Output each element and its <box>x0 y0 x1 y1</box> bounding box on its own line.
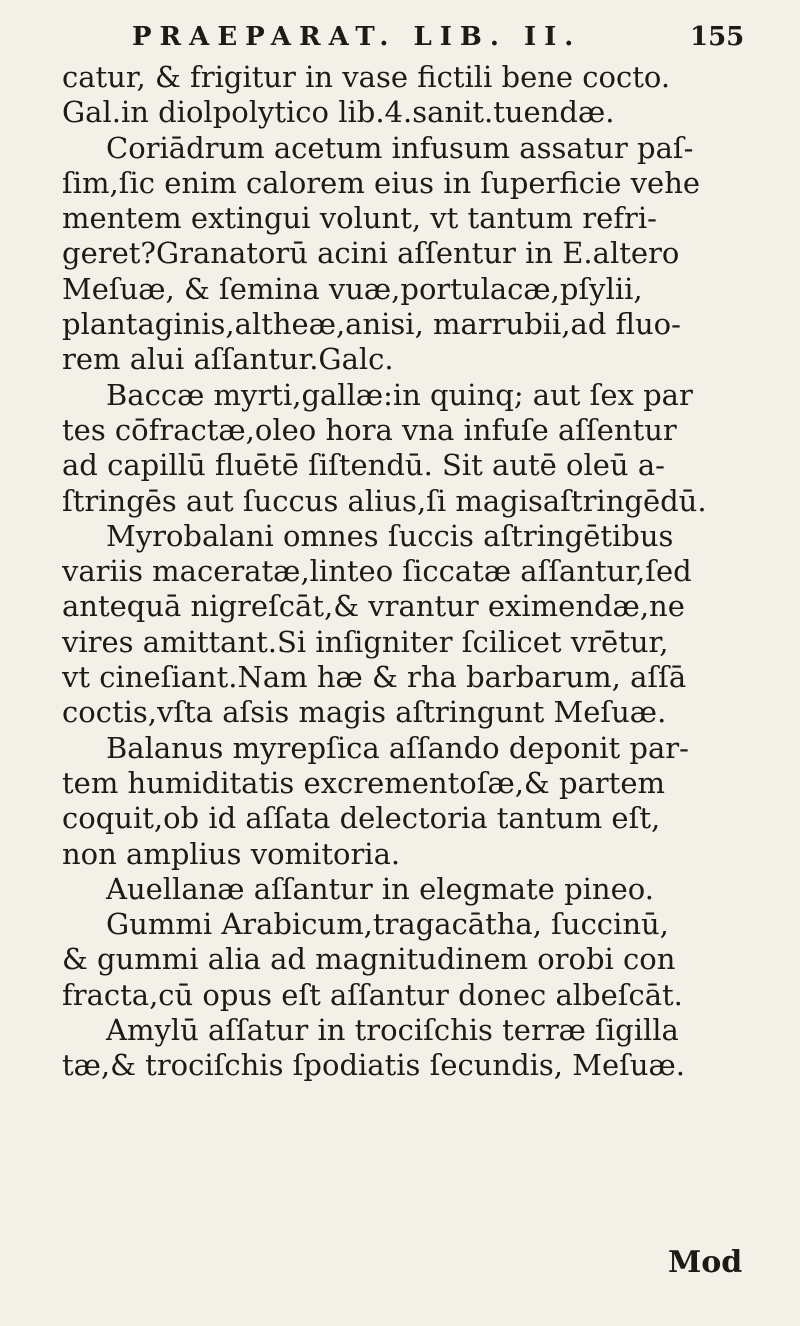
text-line: vires amittant.Si inſigniter ſcilicet vrētur, <box>62 624 669 659</box>
text-line: Auellanæ aſſantur in elegmate pineo. <box>106 871 654 906</box>
text-line: geret?Granatorū acini aſſentur in E.altero <box>62 236 680 271</box>
text-line: Gummi Arabicum,tragacātha, ſuccinū, <box>106 907 669 942</box>
text-line: Gal.in diolpolytico lib.4.sanit.tuendæ. <box>62 95 615 130</box>
running-title: PRAEPARAT. LIB. II. <box>132 22 582 52</box>
page-number: 155 <box>690 22 745 52</box>
text-line: non amplius vomitoria. <box>62 836 401 871</box>
text-line: tem humiditatis excrementoſæ,& partem <box>62 765 665 800</box>
text-line: fracta,cū opus eſt aſſantur donec albeſcāt. <box>62 977 683 1012</box>
text-line: mentem extingui volunt, vt tantum refri- <box>62 201 657 236</box>
text-line: ſim,ſic enim calorem eius in ſuperficie vehe <box>62 165 701 200</box>
text-line: coctis,vſta aſsis magis aſtringunt Meſuæ. <box>62 695 667 730</box>
text-line: rem alui aſſantur.Galc. <box>62 342 394 377</box>
text-line: tæ,& trociſchis ſpodiatis ſecundis, Meſuæ. <box>62 1048 685 1083</box>
catchword: Mod <box>668 1245 743 1280</box>
text-line: Balanus myrepſica aſſando deponit par- <box>106 730 689 765</box>
text-line: Meſuæ, & ſemina vuæ,portulacæ,pſylii, <box>62 271 643 306</box>
text-line: coquit,ob id aſſata delectoria tantum eſt, <box>62 801 661 836</box>
text-line: Amylū aſſatur in trociſchis terræ ſigilla <box>106 1013 679 1048</box>
text-line: ſtringēs aut ſuccus alius,ſi magisaſtringēdū. <box>62 483 707 518</box>
text-line: variis maceratæ,linteo ſiccatæ aſſantur,ſed <box>62 554 692 589</box>
text-line: antequā nigreſcāt,& vrantur eximendæ,ne <box>62 589 685 624</box>
text-line: Baccæ myrti,gallæ:in quinq; aut ſex par <box>106 377 693 412</box>
text-line: plantaginis,altheæ,anisi, marrubii,ad fluo- <box>62 307 681 342</box>
text-line: vt cineſiant.Nam hæ & rha barbarum, aſſā <box>62 660 687 695</box>
text-line: & gummi alia ad magnitudinem orobi con <box>62 942 676 977</box>
text-line: tes cōfractæ,oleo hora vna infuſe aſſentur <box>62 412 677 447</box>
page-header <box>0 16 800 56</box>
text-line: Coriādrum acetum infusum assatur paſ- <box>106 130 694 165</box>
text-line: catur, & frigitur in vase fictili bene cocto. <box>62 60 671 94</box>
text-line: ad capillū fluētē ſiſtendū. Sit autē oleū a- <box>62 448 665 483</box>
text-line: Myrobalani omnes ſuccis aſtringētibus <box>106 518 674 553</box>
body-text <box>62 60 752 1084</box>
